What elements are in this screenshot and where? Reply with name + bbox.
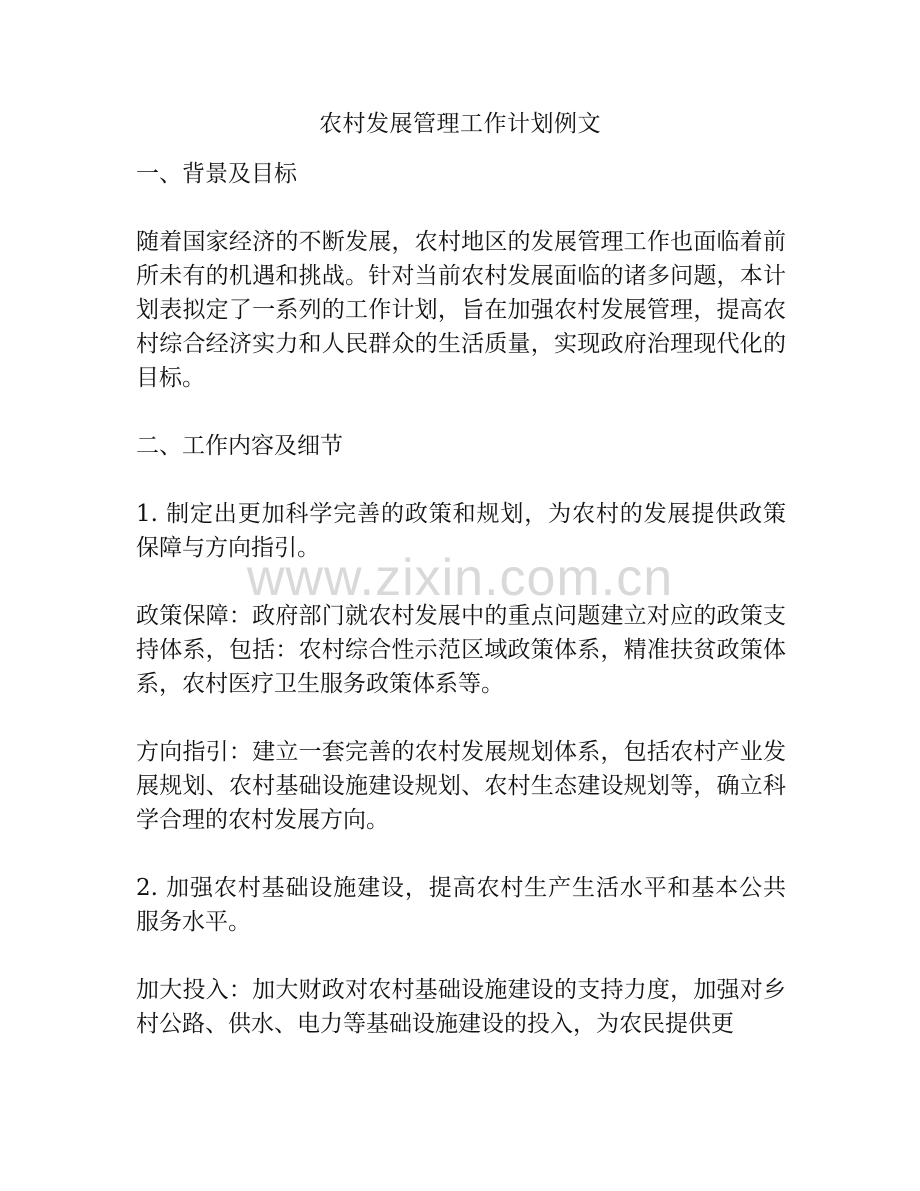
paragraph-item-1: 1. 制定出更加科学完善的政策和规划，为农村的发展提供政策保障与方向指引。 (136, 501, 786, 561)
section-heading-background: 一、背景及目标 (136, 161, 297, 187)
section-heading-work-content: 二、工作内容及细节 (136, 433, 343, 459)
paragraph-increase-investment: 加大投入：加大财政对农村基础设施建设的支持力度，加强对乡村公路、供水、电力等基础设施建设的投入，为农民提供更 (136, 977, 786, 1037)
paragraph-item-2: 2. 加强农村基础设施建设，提高农村生产生活水平和基本公共服务水平。 (136, 875, 786, 935)
document-title: 农村发展管理工作计划例文 (319, 111, 601, 137)
document-body (136, 157, 786, 1075)
watermark: www.zixin.com.cn (246, 549, 674, 607)
paragraph-direction-guidance: 方向指引：建立一套完善的农村发展规划体系，包括农村产业发展规划、农村基础设施建设规划、农村生态建设规划等，确立科学合理的农村发展方向。 (136, 739, 786, 833)
paragraph-policy-guarantee: 政策保障：政府部门就农村发展中的重点问题建立对应的政策支持体系，包括：农村综合性示范区域政策体系，精准扶贫政策体系，农村医疗卫生服务政策体系等。 (136, 603, 786, 697)
paragraph-background: 随着国家经济的不断发展，农村地区的发展管理工作也面临着前所未有的机遇和挑战。针对当前农村发展面临的诸多问题，本计划表拟定了一系列的工作计划，旨在加强农村发展管理，提高农村综合经济实力和人民群众的生活质量，实现政府治理现代化的目标。 (136, 229, 786, 391)
